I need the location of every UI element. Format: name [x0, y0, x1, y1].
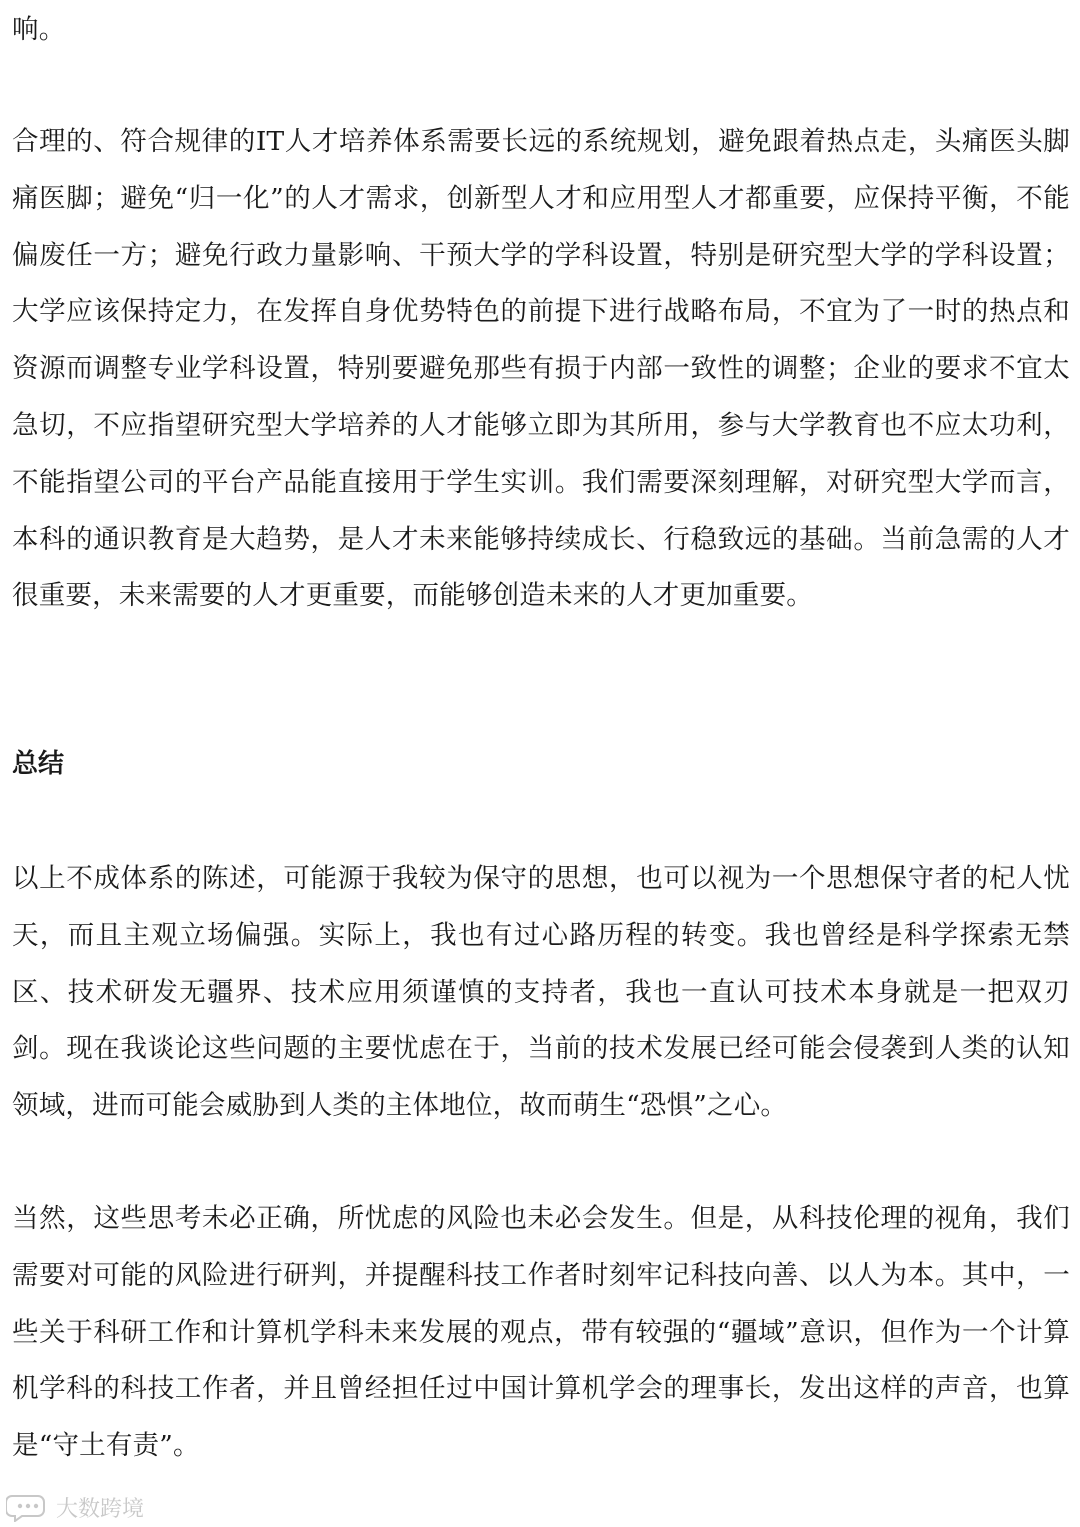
watermark-text: 大数跨境 — [56, 1496, 145, 1522]
paragraph-tech-ethics: 当然，这些思考未必正确，所忧虑的风险也未必会发生。但是，从科技伦理的视角，我们需要对可能的风险进行研判，并提醒科技工作者时刻牢记科技向善、以人为本。其中，一些关于科研工作和计算机学科未来发展的观点，带有较强的“疆域”意识，但作为一个计算机学科的科技工作者，并且曾经担任过中国计算机学会的理事长，发出这样的声音，也算是“守土有责”。 — [12, 1203, 1070, 1462]
paragraph-continuation: 响。 — [12, 14, 66, 45]
watermark — [6, 1490, 144, 1524]
speech-bubble-logo-icon — [6, 1492, 52, 1522]
section-heading-summary: 总结 — [12, 749, 65, 779]
paragraph-summary-reflection: 以上不成体系的陈述，可能源于我较为保守的思想，也可以视为一个思想保守者的杞人忧天，而且主观立场偏强。实际上，我也有过心路历程的转变。我也曾经是科学探索无禁区、技术研发无疆界、技术应用须谨慎的支持者，我也一直认可技术本身就是一把双刃剑。现在我谈论这些问题的主要忧虑在于，当前的技术发展已经可能会侵袭到人类的认知领域，进而可能会威胁到人类的主体地位，故而萌生“恐惧”之心。 — [12, 863, 1070, 1122]
paragraph-it-talent-training: 合理的、符合规律的IT人才培养体系需要长远的系统规划，避免跟着热点走，头痛医头脚痛医脚；避免“归一化”的人才需求，创新型人才和应用型人才都重要，应保持平衡，不能偏废任一方；避免行政力量影响、干预大学的学科设置，特别是研究型大学的学科设置；大学应该保持定力，在发挥自身优势特色的前提下进行战略布局，不宜为了一时的热点和资源而调整专业学科设置，特别要避免那些有损于内部一致性的调整；企业的要求不宜太急切，不应指望研究型大学培养的人才能够立即为其所用，参与大学教育也不应太功利，不能指望公司的平台产品能直接用于学生实训。我们需要深刻理解，对研究型大学而言，本科的通识教育是大趋势，是人才未来能够持续成长、行稳致远的基础。当前急需的人才很重要，未来需要的人才更重要，而能够创造未来的人才更加重要。 — [12, 126, 1070, 612]
